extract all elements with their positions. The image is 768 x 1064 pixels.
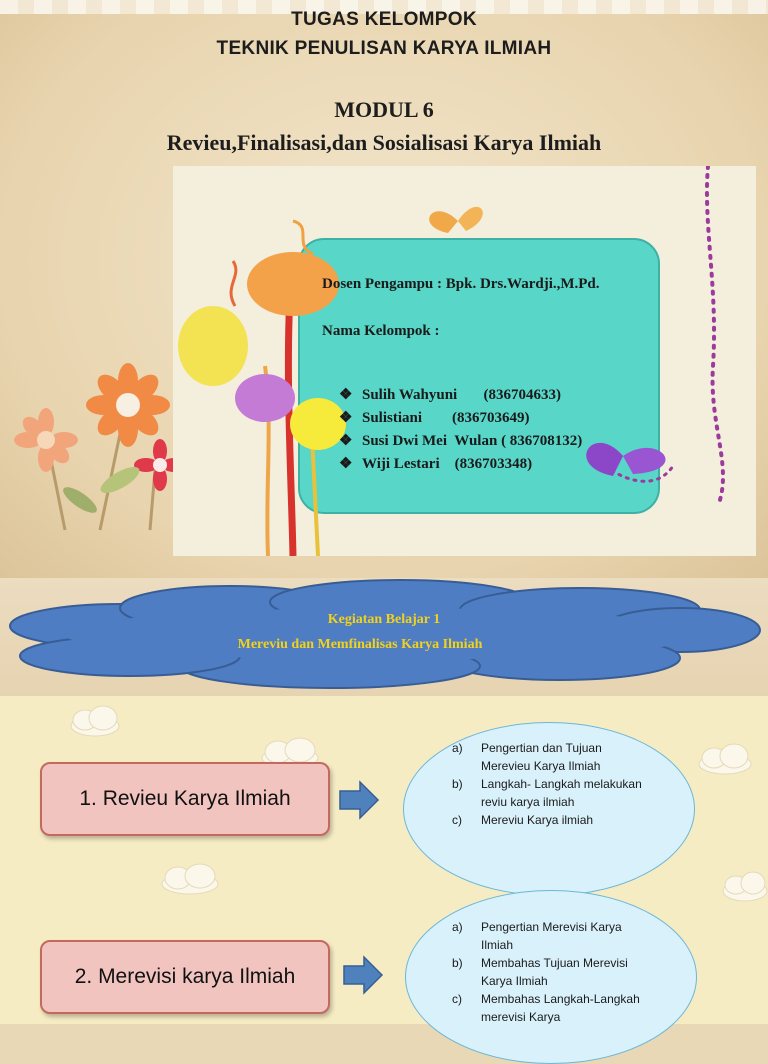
subtopic-item: b) Langkah- Langkah melakukan reviu karya ilmiah [452,777,642,809]
subtopic-list-2 [452,918,642,1026]
subtopic-item: a) Pengertian dan Tujuan Merevieu Karya Ilmiah [452,741,602,773]
topic-box-revieu: 1. Revieu Karya Ilmiah [40,762,330,836]
group-label: Nama Kelompok : [322,323,440,339]
member-item [324,437,532,490]
member-name: Sulih Wahyuni (836704633) [362,387,561,403]
member-name: Sulistiani (836703649) [362,410,530,426]
subtopic-item: a) Pengertian Merevisi Karya Ilmiah [452,920,622,952]
header-line-2: TEKNIK PENULISAN KARYA ILMIAH [216,38,552,59]
banner-line-2: Mereviu dan Memfinalisas Karya Ilmiah [237,637,483,652]
lecturer-text: Dosen Pengampu : Bpk. Drs.Wardji.,M.Pd. [322,276,600,292]
diamond-bullet-icon: ❖ [339,456,353,472]
subtopic-item: c) Membahas Langkah-Langkah merevisi Karya [452,992,640,1024]
module-subtitle: Revieu,Finalisasi,dan Sosialisasi Karya Ilmiah [166,130,602,155]
member-name: Wiji Lestari (836703348) [362,456,533,472]
header-line-1: TUGAS KELOMPOK [291,9,477,30]
arrow-right-icon [338,780,380,820]
arrow-right-icon [342,955,384,995]
flowers-decoration [0,330,200,540]
module-title: MODUL 6 [334,97,434,122]
topic-box-merevisi: 2. Merevisi karya Ilmiah [40,940,330,1014]
diamond-bullet-icon: ❖ [339,433,353,449]
subtopic-item: c) Mereviu Karya ilmiah [452,813,594,827]
diamond-bullet-icon: ❖ [339,387,353,403]
subtopic-list-1 [452,739,642,829]
banner-line-1: Kegiatan Belajar 1 [327,612,441,627]
diamond-bullet-icon: ❖ [339,410,353,426]
member-name: Susi Dwi Mei Wulan ( 836708132) [362,433,583,449]
subtopic-item: b) Membahas Tujuan Merevisi Karya Ilmiah [452,956,628,988]
trees-illustration [173,166,756,556]
